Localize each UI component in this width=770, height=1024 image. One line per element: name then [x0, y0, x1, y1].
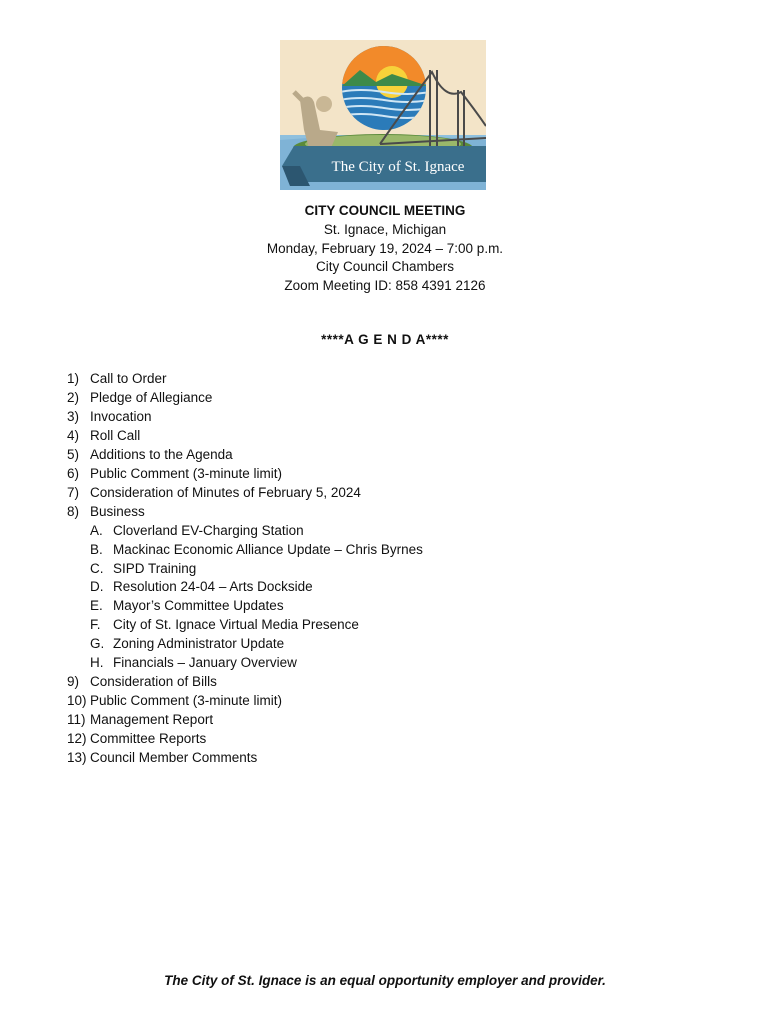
meeting-venue: City Council Chambers — [315, 259, 455, 275]
agenda-item-number: 4) — [67, 427, 80, 443]
agenda-item — [67, 427, 423, 446]
subitem-text: Financials – January Overview — [113, 655, 297, 671]
subitem-letter: A. — [90, 522, 103, 538]
agenda-item — [67, 408, 423, 427]
agenda-item-number: 5) — [67, 446, 80, 462]
agenda-heading: ****A G E N D A**** — [321, 332, 449, 347]
agenda-item-number: 6) — [67, 465, 80, 481]
business-subitem — [67, 522, 423, 541]
agenda-item-text: Consideration of Bills — [90, 674, 217, 690]
agenda-item-number: 3) — [67, 408, 80, 424]
agenda-item-text: Additions to the Agenda — [90, 446, 233, 462]
subitem-letter: H. — [90, 655, 104, 671]
subitem-text: Mackinac Economic Alliance Update – Chris Byrnes — [113, 541, 423, 557]
subitem-text: Mayor’s Committee Updates — [113, 598, 284, 614]
agenda-item-text: Council Member Comments — [90, 750, 258, 766]
agenda-item-number: 9) — [67, 674, 80, 690]
agenda-item-number: 1) — [67, 371, 80, 386]
meeting-title: CITY COUNCIL MEETING — [304, 203, 466, 218]
agenda-item-number: 11) — [67, 712, 86, 728]
agenda-list — [67, 370, 423, 768]
agenda-item-text: Business — [90, 503, 145, 519]
subitem-text: Resolution 24-04 – Arts Dockside — [113, 579, 313, 595]
subitem-text: SIPD Training — [113, 560, 197, 576]
business-subitem — [67, 541, 423, 560]
subitem-text: City of St. Ignace Virtual Media Presence — [113, 617, 359, 633]
agenda-item — [67, 730, 423, 749]
agenda-item-number: 8) — [67, 503, 80, 519]
agenda-item-text: Public Comment (3-minute limit) — [90, 693, 283, 709]
business-subitem — [67, 635, 423, 654]
agenda-item — [67, 389, 423, 408]
meeting-location: St. Ignace, Michigan — [323, 221, 447, 237]
business-subitem — [67, 560, 423, 579]
subitem-text: Cloverland EV-Charging Station — [113, 522, 304, 538]
subitem-letter: D. — [90, 579, 104, 595]
meeting-datetime: Monday, February 19, 2024 – 7:00 p.m. — [266, 240, 504, 256]
agenda-item — [67, 484, 423, 503]
logo-text: The City of St. Ignace — [331, 159, 465, 175]
subitem-letter: C. — [90, 560, 104, 576]
agenda-item-text: Consideration of Minutes of February 5, 2024 — [90, 484, 361, 500]
agenda-item-number: 13) — [67, 750, 87, 766]
city-logo-graphic — [280, 40, 486, 190]
agenda-item — [67, 503, 423, 522]
agenda-item-text: Committee Reports — [90, 731, 207, 747]
subitem-text: Zoning Administrator Update — [113, 636, 285, 652]
agenda-item-text: Invocation — [90, 408, 152, 424]
agenda-item-number: 7) — [67, 484, 80, 500]
subitem-letter: F. — [90, 617, 101, 633]
agenda-item-text: Public Comment (3-minute limit) — [90, 465, 283, 481]
zoom-meeting-id: Zoom Meeting ID: 858 4391 2126 — [284, 278, 486, 294]
agenda-item-text: Roll Call — [90, 427, 141, 443]
agenda-item — [67, 465, 423, 484]
subitem-letter: E. — [90, 598, 103, 614]
footer-statement: The City of St. Ignace is an equal opportunity employer and provider. — [164, 973, 606, 988]
business-subitem — [67, 616, 423, 635]
agenda-item-text: Call to Order — [90, 371, 167, 386]
agenda-item — [67, 749, 423, 768]
agenda-item — [67, 711, 423, 730]
agenda-item — [67, 446, 423, 465]
agenda-item — [67, 692, 423, 711]
agenda-item — [67, 673, 423, 692]
agenda-item-text: Pledge of Allegiance — [90, 389, 213, 405]
agenda-item — [67, 370, 423, 389]
meeting-header — [0, 202, 770, 296]
business-subitem — [67, 578, 423, 597]
subitem-letter: B. — [90, 541, 103, 557]
agenda-item-text: Management Report — [90, 712, 214, 728]
business-subitem — [67, 597, 423, 616]
agenda-item-number: 10) — [67, 693, 87, 709]
agenda-item-number: 2) — [67, 389, 80, 405]
subitem-letter: G. — [90, 636, 105, 652]
agenda-item-number: 12) — [67, 731, 87, 747]
city-logo — [280, 40, 486, 190]
business-subitem — [67, 654, 423, 673]
